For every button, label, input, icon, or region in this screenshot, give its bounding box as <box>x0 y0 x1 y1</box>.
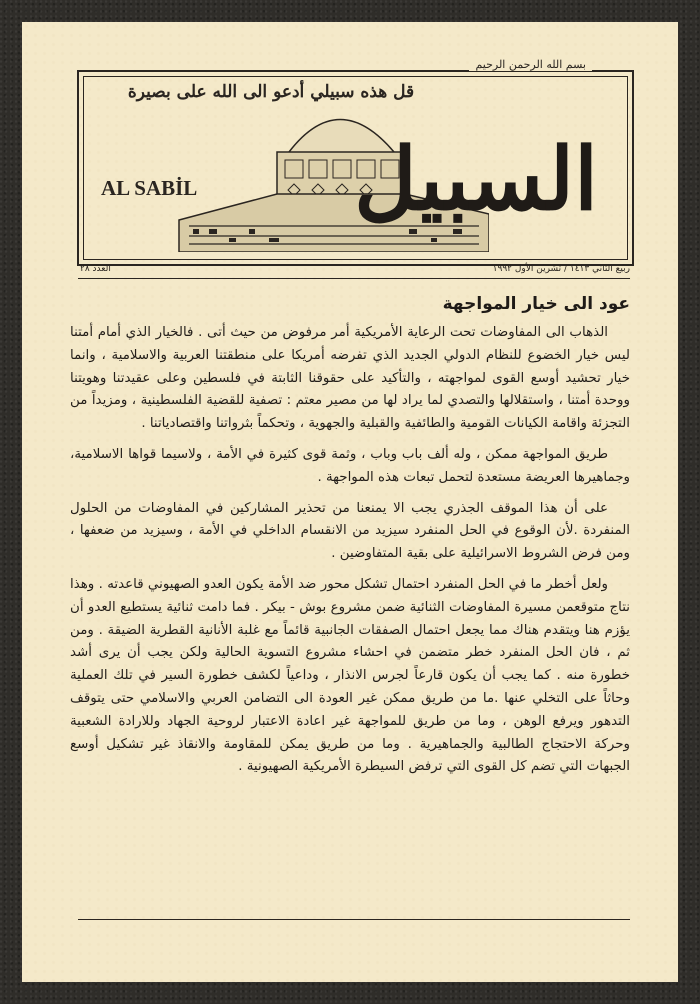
issue-number: العدد ٢٨ <box>80 264 111 274</box>
masthead-latin-title: AL SABİL <box>101 176 198 200</box>
newsletter-page <box>22 22 678 982</box>
footer-divider <box>78 919 630 920</box>
basmala: بسم الله الرحمن الرحيم <box>469 58 592 71</box>
article-title: عود الى خيار المواجهة <box>442 294 630 314</box>
masthead-arabic-title: السبيل <box>354 129 598 230</box>
article-paragraph: الذهاب الى المفاوضات تحت الرعاية الأمريكية أمر مرفوض من حيث أتى . فالخيار الذي أمام أمتنا ليس خيار الخضوع للنظام الدولي الجديد الذي تفرضه أمريكا على منطقتنا العربية والاسلامية ، وانما خيار تحشيد أوسع القوى لمواجهته ، والتأكيد على حقوقنا الثابتة في فلسطين وعلى عقيدتنا وهويتنا ووحدة أمتنا ، واستقلالها والتصدي لما يراد لها من مصير معتم : تصفية للقضية الفلسطينية ، ومزيداً من التجزئة واقامة الكيانات القومية والطائفية والقبلية والجهوية ، وتحكماً بثرواتنا واقتصادياتنا . <box>70 325 630 432</box>
article-paragraph: على أن هذا الموقف الجذري يجب الا يمنعنا من تحذير المشاركين في المفاوضات من الحلول المنفردة .لأن الوقوع في الحل المنفرد سيزيد من الانقسام الداخلي في الأمة ، وسيزيد من ضعفها ، ومن فرض الشروط الاسرائيلية على بقية المتفاوضين . <box>70 500 630 562</box>
article-paragraph: طريق المواجهة ممكن ، وله ألف باب وباب ، وثمة قوى كثيرة في الأمة ، ولاسيما قواها الاسلامية، وجماهيرها العريضة مستعدة لتحمل تبعات هذه المواجهة . <box>70 446 630 485</box>
masthead-verse: قل هذه سبيلي أدعو الى الله على بصيرة <box>127 82 415 102</box>
header-divider <box>78 278 630 279</box>
issue-date: ربيع الثاني ١٤١٣ / تشرين الأول ١٩٩٢ <box>492 264 630 274</box>
masthead <box>77 58 634 266</box>
article-paragraph: ولعل أخطر ما في الحل المنفرد احتمال تشكل محور ضد الأمة يكون العدو الصهيوني قاعدته . وهذا نتاج متوقعمن مسيرة المفاوضات الثنائية ضمن مشروع بوش - بيكر . فما دامت ثنائية يستطيع العدو أن يؤزم هنا ويتقدم هناك مما يجعل احتمال الصفقات الجانبية قائماً مع غلبة الأنانية القطرية الضيقة . ومن ثم ، فان الحل المنفرد خطر متضمن في احشاء مشروع التسوية الحالية ولكن يجب أن يرى أشد خطورة منه . كما يجب أن يكون قارعاً لجرس الانذار ، وداعياً لكشف خطورة السير في تلك العملية وحاثاً على التخلي عنها .ما من طريق ممكن غير العودة الى التضامن العربي والاسلامي حتى يتوقف التدهور ويرفع الوهن ، وما من طريق للمواجهة غير اعادة الاعتبار لروحية الجهاد وللارادة الشعبية وحركة الاحتجاج الطالبية والجماهيرية . وما من طريق يمكن للمقاومة والانقاذ غير تشكيل أوسع الجبهات التي تضم كل القوى التي ترفض السيطرة الأمريكية الصهيونية . <box>70 576 630 775</box>
issue-info-row <box>80 264 630 278</box>
article-body <box>70 322 630 787</box>
